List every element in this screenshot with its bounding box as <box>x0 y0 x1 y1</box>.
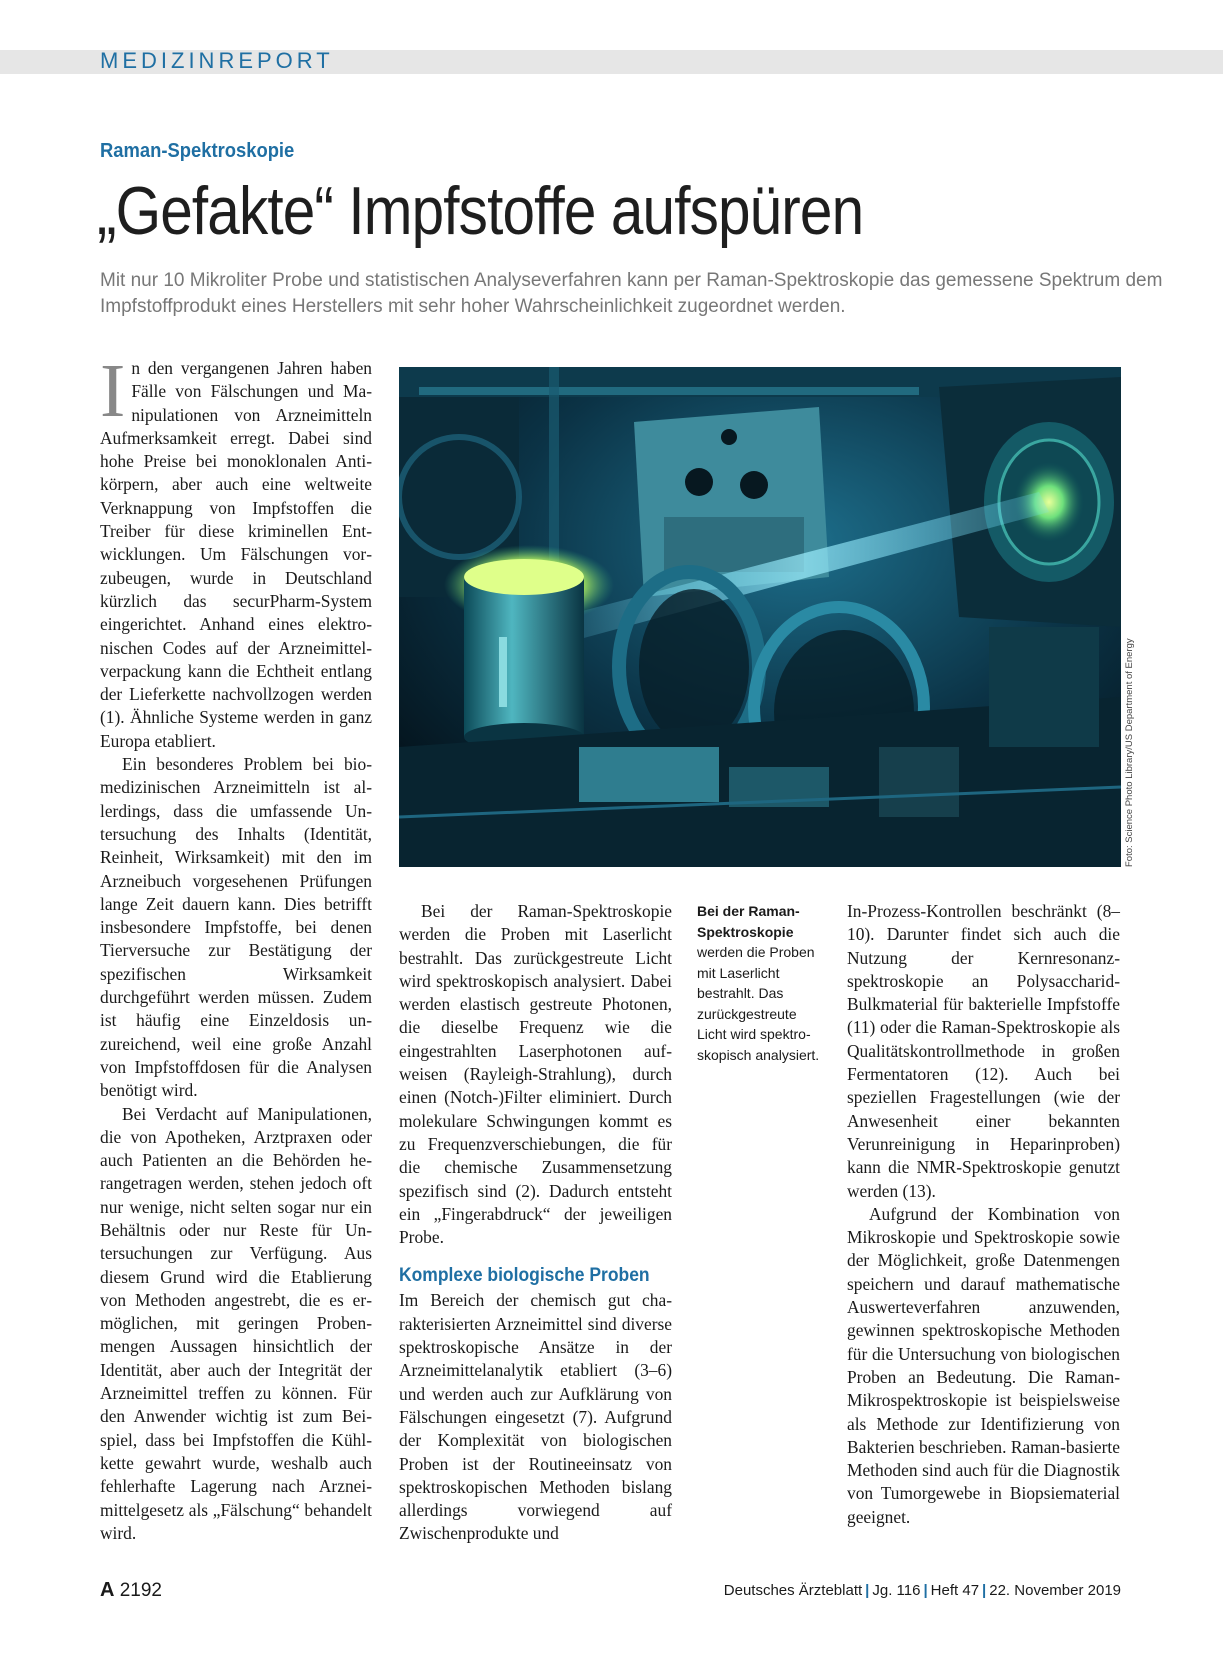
caption-bold: Bei der Raman-Spektroskopie <box>697 903 800 940</box>
paragraph-3: Bei Verdacht auf Manipulationen, die von Apotheken, Arztpraxen oder auch Patienten an die Behörden herangetragen werden, stehen jedoch oft nur wenige, nicht selten sogar nur ein Behältnis oder nur Reste für Untersuchungen zur Verfügung. Aus diesem Grund wird die Etablierung von Methoden angestrebt, die es ermöglichen, mit geringen Probenmengen Aussagen hinsichtlich der Identität, aber auch der Integrität der Arzneimittel treffen zu können. Für den Anwender wichtig ist zum Beispiel, dass bei Impfstoffen die Kühlkette gewahrt wurde, weshalb auch fehlerhafte Lagerung nach Arzneimittelgesetz als „Fälschung“ behandelt wird. <box>100 1103 372 1543</box>
separator: | <box>865 1582 870 1599</box>
subheading: Komplexe biologische Proben <box>399 1265 650 1287</box>
paragraph-5: Im Bereich der chemisch gut charakterisierten Arzneimittel sind diverse spektroskopische Ansätze in der Arzneimittelanalytik etabliert (3–6) und werden auch zur Aufklärung von Fälschungen eingesetzt (7). Aufgrund der Komplexität von biologischen Proben ist der Routineeinsatz von spektroskopischen Methoden bislang allerdings vorwiegend auf Zwischenprodukte und <box>399 1290 672 1544</box>
paragraph-6: In-Prozess-Kontrollen beschränkt (8–10). Darunter findet sich auch die Nutzung der Kernresonanzspektroskopie an Polysaccharid-Bulkmaterial für bakterielle Impfstoffe (11) oder die Raman-Spektroskopie als Qualitätskontrollmethode in großen Fermentatoren (12). Auch bei speziellen Fragestellungen (wie der Anwesenheit einer bekannten Verunreinigung in Heparinproben) kann die NMR-Spektroskopie genutzt werden (13). <box>847 901 1120 1201</box>
paragraph-4: Bei der Raman-Spektroskopie werden die Proben mit Laserlicht bestrahlt. Das zurückgestreute Licht wird spektroskopisch analysiert. Dabei werden elastisch gestreute Photonen, die dieselbe Frequenz wie die eingestrahlten Laserphotonen aufweisen (Rayleigh-Strahlung), durch einen (Notch-)Filter eliminiert. Durch molekulare Schwingungen kommt es zu Frequenzverschiebungen, die für die chemische Zusammensetzung spezifisch sind (2). Dadurch entsteht ein „Fingerabdruck“ der jeweiligen Probe. <box>399 901 672 1248</box>
separator: | <box>923 1582 928 1599</box>
article-lead: Mit nur 10 Mikroliter Probe und statistischen Analyseverfahren kann per Raman-Spektroskopie das gemessene Spektrum dem Impfstoffprodukt eines Herstellers mit sehr hoher Wahrscheinlichkeit zugeordnet werden. <box>100 270 1163 317</box>
photo-credit: Foto: Science Photo Library/US Department of Energy <box>1124 638 1135 867</box>
journal-date: 22. November 2019 <box>989 1582 1121 1599</box>
caption-text: werden die Proben mit Laserlicht bestrahlt. Das zurückgestreute Licht wird spektroskopisch analysiert. <box>697 944 820 1063</box>
section-tag: MEDIZINREPORT <box>100 48 334 73</box>
article-kicker: Raman-Spektroskopie <box>100 140 295 162</box>
drop-cap: I <box>100 349 126 433</box>
separator: | <box>982 1582 987 1599</box>
journal-name: Deutsches Ärzteblatt <box>723 1582 863 1599</box>
page-number-value: 2192 <box>119 1580 163 1601</box>
paragraph-1 <box>100 349 372 753</box>
journal-issue: Heft 47 <box>930 1582 980 1599</box>
journal-info <box>724 1582 1121 1599</box>
article-headline: „Gefakte“ Impfstoffe aufspüren <box>97 173 864 249</box>
page-prefix: A <box>100 1579 115 1601</box>
page-number <box>100 1579 162 1602</box>
paragraph-1-text: n den vergangenen Jahren haben Fälle von Fälschungen und Manipulationen von Arzneimitteln Aufmerksamkeit erregt. Dabei sind hohe Preise bei monoklonalen Antikörpern, aber auch eine weltweite Verknappung von Impfstoffen die Treiber für diese kriminellen Entwicklungen. Um Fälschungen vorzubeugen, wurde in Deutschland kürzlich das securPharm-System eingerichtet. Anhand eines elektronischen Codes auf der Arzneimittelverpackung kann die Echtheit entlang der Lieferkette nachvollzogen werden (1). Ähnliche Systeme werden in ganz Europa etabliert. <box>100 358 372 751</box>
text-column-3 <box>847 900 1120 1529</box>
paragraph-2: Ein besonderes Problem bei biomedizinischen Arzneimitteln ist allerdings, dass die umfassende Untersuchung des Inhalts (Identität, Reinheit, Wirksamkeit) mit den im Arzneibuch vorgesehenen Prüfungen lange Zeit dauern kann. Dies betrifft insbesondere Impfstoffe, bei denen Tierversuche zur Bestätigung der spezifischen Wirksamkeit durchgeführt werden müssen. Zudem ist häufig eine Einzeldosis unzureichend, weil eine große Anzahl von Impfstoffdosen für die Analysen benötigt wird. <box>100 754 372 1101</box>
lab-photo <box>399 367 1121 867</box>
text-column-1 <box>100 349 372 1545</box>
laser-setup-image <box>399 367 1121 867</box>
text-column-2 <box>399 900 672 1546</box>
paragraph-7: Aufgrund der Kombination von Mikroskopie und Spektroskopie sowie der Möglichkeit, große Datenmengen speichern und darauf mathematische Auswerteverfahren anzuwenden, gewinnen spektroskopische Methoden für die Untersuchung von biologischen Proben an Bedeutung. Die Raman-Mikrospektroskopie ist beispielsweise als Methode zur Identifizierung von Bakterien beschrieben. Raman-basierte Methoden sind auch für die Diagnostik von Tumorgewebe in Biopsiematerial geeignet. <box>847 1203 1120 1527</box>
figure-caption <box>697 901 827 1065</box>
journal-volume: Jg. 116 <box>872 1582 921 1599</box>
